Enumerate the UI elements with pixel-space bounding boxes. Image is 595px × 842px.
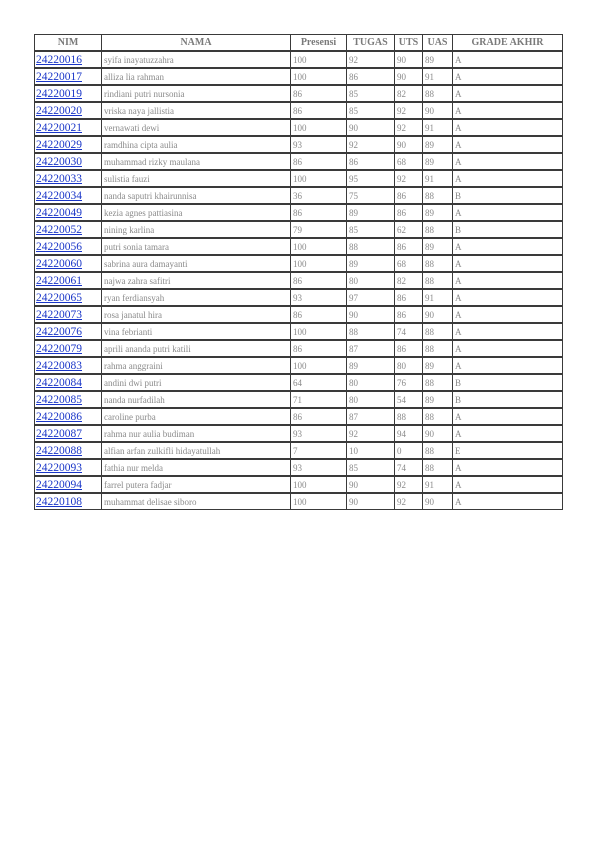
uas-cell: 91 <box>423 68 453 85</box>
uts-cell: 94 <box>395 425 423 442</box>
presensi-cell: 100 <box>291 476 347 493</box>
nama-cell: vina febrianti <box>102 323 291 340</box>
table-row <box>35 493 563 510</box>
nama-cell: alfian arfan zulkifli hidayatullah <box>102 442 291 459</box>
table-row <box>35 136 563 153</box>
uas-cell: 88 <box>423 323 453 340</box>
grade-cell: A <box>453 289 563 306</box>
grade-cell: E <box>453 442 563 459</box>
tugas-cell: 75 <box>347 187 395 204</box>
grade-cell: A <box>453 102 563 119</box>
nama-cell: muhammad rizky maulana <box>102 153 291 170</box>
tugas-cell: 92 <box>347 425 395 442</box>
table-row <box>35 68 563 85</box>
grade-cell: A <box>453 204 563 221</box>
nama-cell: fathia nur melda <box>102 459 291 476</box>
nim-link[interactable]: 24220073 <box>35 306 102 323</box>
uas-cell: 89 <box>423 238 453 255</box>
nim-link[interactable]: 24220033 <box>35 170 102 187</box>
tugas-cell: 90 <box>347 119 395 136</box>
table-row <box>35 306 563 323</box>
header-uts: UTS <box>395 35 423 52</box>
uas-cell: 89 <box>423 391 453 408</box>
table-row <box>35 289 563 306</box>
uts-cell: 92 <box>395 170 423 187</box>
grade-cell: A <box>453 493 563 510</box>
presensi-cell: 86 <box>291 204 347 221</box>
nim-link[interactable]: 24220020 <box>35 102 102 119</box>
tugas-cell: 85 <box>347 221 395 238</box>
uts-cell: 92 <box>395 119 423 136</box>
table-row <box>35 357 563 374</box>
nama-cell: rindiani putri nursonia <box>102 85 291 102</box>
uas-cell: 89 <box>423 51 453 68</box>
uts-cell: 62 <box>395 221 423 238</box>
tugas-cell: 86 <box>347 68 395 85</box>
nama-cell: nanda saputri khairunnisa <box>102 187 291 204</box>
uas-cell: 88 <box>423 408 453 425</box>
uas-cell: 90 <box>423 102 453 119</box>
nim-link[interactable]: 24220019 <box>35 85 102 102</box>
nama-cell: vriska naya jallistia <box>102 102 291 119</box>
uas-cell: 89 <box>423 136 453 153</box>
grades-table <box>34 34 563 510</box>
presensi-cell: 7 <box>291 442 347 459</box>
grade-cell: A <box>453 476 563 493</box>
grade-cell: A <box>453 68 563 85</box>
tugas-cell: 10 <box>347 442 395 459</box>
nama-cell: nanda nurfadilah <box>102 391 291 408</box>
grade-cell: A <box>453 136 563 153</box>
table-row <box>35 221 563 238</box>
uas-cell: 88 <box>423 85 453 102</box>
header-grade-akhir: GRADE AKHIR <box>453 35 563 52</box>
grade-cell: A <box>453 425 563 442</box>
nama-cell: andini dwi putri <box>102 374 291 391</box>
grade-cell: A <box>453 238 563 255</box>
nama-cell: rahma anggraini <box>102 357 291 374</box>
tugas-cell: 80 <box>347 272 395 289</box>
uas-cell: 89 <box>423 357 453 374</box>
uts-cell: 82 <box>395 85 423 102</box>
presensi-cell: 100 <box>291 357 347 374</box>
uas-cell: 91 <box>423 289 453 306</box>
grade-cell: B <box>453 187 563 204</box>
grade-cell: A <box>453 272 563 289</box>
uts-cell: 92 <box>395 476 423 493</box>
table-row <box>35 408 563 425</box>
presensi-cell: 100 <box>291 170 347 187</box>
table-row <box>35 425 563 442</box>
nim-link[interactable]: 24220076 <box>35 323 102 340</box>
nim-link[interactable]: 24220085 <box>35 391 102 408</box>
uas-cell: 88 <box>423 374 453 391</box>
nama-cell: farrel putera fadjar <box>102 476 291 493</box>
uts-cell: 86 <box>395 204 423 221</box>
nama-cell: rosa janatul hira <box>102 306 291 323</box>
table-row <box>35 170 563 187</box>
nim-link[interactable]: 24220017 <box>35 68 102 85</box>
uas-cell: 90 <box>423 493 453 510</box>
nim-link[interactable]: 24220016 <box>35 51 102 68</box>
uts-cell: 76 <box>395 374 423 391</box>
tugas-cell: 85 <box>347 102 395 119</box>
table-row <box>35 102 563 119</box>
presensi-cell: 86 <box>291 102 347 119</box>
tugas-cell: 80 <box>347 391 395 408</box>
uts-cell: 90 <box>395 51 423 68</box>
tugas-cell: 86 <box>347 153 395 170</box>
presensi-cell: 100 <box>291 493 347 510</box>
table-row <box>35 85 563 102</box>
tugas-cell: 88 <box>347 323 395 340</box>
uas-cell: 89 <box>423 204 453 221</box>
uas-cell: 89 <box>423 153 453 170</box>
nama-cell: vernawati dewi <box>102 119 291 136</box>
nama-cell: muhammat delisae siboro <box>102 493 291 510</box>
grade-cell: A <box>453 153 563 170</box>
presensi-cell: 93 <box>291 425 347 442</box>
nama-cell: syifa inayatuzzahra <box>102 51 291 68</box>
table-row <box>35 51 563 68</box>
tugas-cell: 87 <box>347 408 395 425</box>
nim-link[interactable]: 24220087 <box>35 425 102 442</box>
presensi-cell: 36 <box>291 187 347 204</box>
nama-cell: nining karlina <box>102 221 291 238</box>
tugas-cell: 88 <box>347 238 395 255</box>
table-row <box>35 442 563 459</box>
nim-link[interactable]: 24220083 <box>35 357 102 374</box>
presensi-cell: 93 <box>291 459 347 476</box>
grade-sheet <box>34 34 562 510</box>
uas-cell: 88 <box>423 459 453 476</box>
grade-cell: B <box>453 391 563 408</box>
header-uas: UAS <box>423 35 453 52</box>
tugas-cell: 89 <box>347 255 395 272</box>
table-row <box>35 323 563 340</box>
nim-link[interactable]: 24220056 <box>35 238 102 255</box>
uts-cell: 86 <box>395 238 423 255</box>
presensi-cell: 100 <box>291 68 347 85</box>
tugas-cell: 92 <box>347 136 395 153</box>
uts-cell: 74 <box>395 323 423 340</box>
nama-cell: caroline purba <box>102 408 291 425</box>
grade-cell: A <box>453 459 563 476</box>
uas-cell: 91 <box>423 476 453 493</box>
header-presensi: Presensi <box>291 35 347 52</box>
presensi-cell: 86 <box>291 408 347 425</box>
table-row <box>35 187 563 204</box>
uts-cell: 68 <box>395 255 423 272</box>
uts-cell: 92 <box>395 493 423 510</box>
uts-cell: 54 <box>395 391 423 408</box>
table-body <box>35 51 563 510</box>
uas-cell: 88 <box>423 221 453 238</box>
grade-cell: A <box>453 85 563 102</box>
table-row <box>35 119 563 136</box>
tugas-cell: 87 <box>347 340 395 357</box>
grade-cell: A <box>453 323 563 340</box>
nim-link[interactable]: 24220094 <box>35 476 102 493</box>
nim-link[interactable]: 24220030 <box>35 153 102 170</box>
grade-cell: A <box>453 51 563 68</box>
header-nim: NIM <box>35 35 102 52</box>
uts-cell: 86 <box>395 306 423 323</box>
nim-link[interactable]: 24220029 <box>35 136 102 153</box>
nim-link[interactable]: 24220108 <box>35 493 102 510</box>
nama-cell: ryan ferdiansyah <box>102 289 291 306</box>
uts-cell: 90 <box>395 68 423 85</box>
presensi-cell: 100 <box>291 323 347 340</box>
table-row <box>35 272 563 289</box>
grade-cell: B <box>453 374 563 391</box>
presensi-cell: 100 <box>291 255 347 272</box>
table-row <box>35 459 563 476</box>
grade-cell: B <box>453 221 563 238</box>
uas-cell: 91 <box>423 170 453 187</box>
nim-link[interactable]: 24220086 <box>35 408 102 425</box>
nim-link[interactable]: 24220065 <box>35 289 102 306</box>
grade-cell: A <box>453 340 563 357</box>
nim-link[interactable]: 24220060 <box>35 255 102 272</box>
grade-cell: A <box>453 357 563 374</box>
header-nama: NAMA <box>102 35 291 52</box>
uts-cell: 82 <box>395 272 423 289</box>
nim-link[interactable]: 24220034 <box>35 187 102 204</box>
uas-cell: 90 <box>423 306 453 323</box>
uts-cell: 0 <box>395 442 423 459</box>
table-row <box>35 153 563 170</box>
tugas-cell: 85 <box>347 85 395 102</box>
nim-link[interactable]: 24220021 <box>35 119 102 136</box>
nama-cell: alliza lia rahman <box>102 68 291 85</box>
nim-link[interactable]: 24220088 <box>35 442 102 459</box>
uas-cell: 88 <box>423 340 453 357</box>
presensi-cell: 100 <box>291 51 347 68</box>
table-row <box>35 476 563 493</box>
uts-cell: 88 <box>395 408 423 425</box>
uts-cell: 86 <box>395 289 423 306</box>
tugas-cell: 95 <box>347 170 395 187</box>
uas-cell: 90 <box>423 425 453 442</box>
table-row <box>35 391 563 408</box>
tugas-cell: 97 <box>347 289 395 306</box>
presensi-cell: 79 <box>291 221 347 238</box>
uts-cell: 74 <box>395 459 423 476</box>
uts-cell: 86 <box>395 340 423 357</box>
header-tugas: TUGAS <box>347 35 395 52</box>
tugas-cell: 90 <box>347 306 395 323</box>
presensi-cell: 64 <box>291 374 347 391</box>
presensi-cell: 86 <box>291 306 347 323</box>
presensi-cell: 86 <box>291 153 347 170</box>
presensi-cell: 93 <box>291 289 347 306</box>
nama-cell: kezia agnes pattiasina <box>102 204 291 221</box>
uts-cell: 80 <box>395 357 423 374</box>
table-row <box>35 340 563 357</box>
tugas-cell: 90 <box>347 493 395 510</box>
uas-cell: 88 <box>423 255 453 272</box>
nama-cell: ramdhina cipta aulia <box>102 136 291 153</box>
nama-cell: aprili ananda putri katili <box>102 340 291 357</box>
nama-cell: sabrina aura damayanti <box>102 255 291 272</box>
nim-link[interactable]: 24220061 <box>35 272 102 289</box>
uas-cell: 88 <box>423 187 453 204</box>
nim-link[interactable]: 24220079 <box>35 340 102 357</box>
nim-link[interactable]: 24220093 <box>35 459 102 476</box>
presensi-cell: 86 <box>291 340 347 357</box>
tugas-cell: 89 <box>347 204 395 221</box>
presensi-cell: 71 <box>291 391 347 408</box>
grade-cell: A <box>453 119 563 136</box>
uts-cell: 86 <box>395 187 423 204</box>
presensi-cell: 100 <box>291 119 347 136</box>
presensi-cell: 86 <box>291 272 347 289</box>
tugas-cell: 92 <box>347 51 395 68</box>
nim-link[interactable]: 24220049 <box>35 204 102 221</box>
presensi-cell: 100 <box>291 238 347 255</box>
nama-cell: sulistia fauzi <box>102 170 291 187</box>
nim-link[interactable]: 24220084 <box>35 374 102 391</box>
uas-cell: 88 <box>423 272 453 289</box>
uts-cell: 92 <box>395 102 423 119</box>
tugas-cell: 80 <box>347 374 395 391</box>
grade-cell: A <box>453 408 563 425</box>
table-row <box>35 374 563 391</box>
uas-cell: 88 <box>423 442 453 459</box>
uts-cell: 90 <box>395 136 423 153</box>
uas-cell: 91 <box>423 119 453 136</box>
table-row <box>35 238 563 255</box>
presensi-cell: 86 <box>291 85 347 102</box>
nama-cell: najwa zahra safitri <box>102 272 291 289</box>
grade-cell: A <box>453 306 563 323</box>
nim-link[interactable]: 24220052 <box>35 221 102 238</box>
grade-cell: A <box>453 255 563 272</box>
tugas-cell: 89 <box>347 357 395 374</box>
uts-cell: 68 <box>395 153 423 170</box>
nama-cell: putri sonia tamara <box>102 238 291 255</box>
table-row <box>35 204 563 221</box>
grade-cell: A <box>453 170 563 187</box>
tugas-cell: 85 <box>347 459 395 476</box>
tugas-cell: 90 <box>347 476 395 493</box>
table-row <box>35 255 563 272</box>
header-row <box>35 35 563 52</box>
presensi-cell: 93 <box>291 136 347 153</box>
nama-cell: rahma nur aulia budiman <box>102 425 291 442</box>
